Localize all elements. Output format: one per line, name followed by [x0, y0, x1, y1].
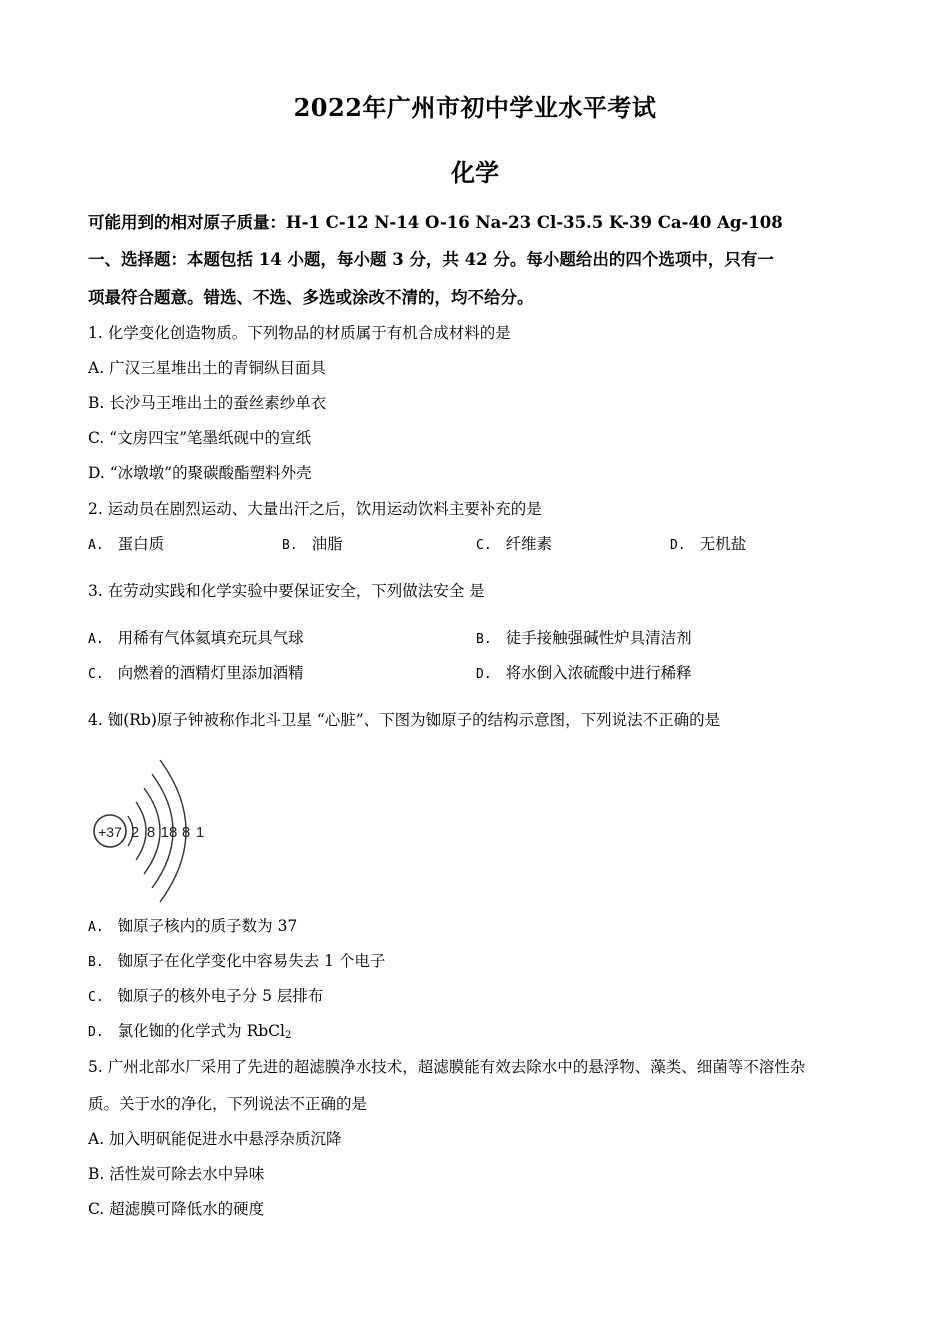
q1-option-a: A. 广汉三星堆出土的青铜纵目面具: [88, 359, 327, 377]
option-text: 用稀有气体氦填充玩具气球: [117, 629, 304, 647]
option-text: 徒手接触强碱性炉具清洁剂: [505, 629, 692, 647]
option-text: 铷原子核内的质子数为 37: [117, 917, 298, 935]
shell-electrons-1: 2: [130, 824, 140, 841]
q5-option-c: C. 超滤膜可降低水的硬度: [88, 1200, 265, 1218]
shell-electrons-2: 8: [146, 824, 156, 841]
shell-electrons-5: 1: [195, 824, 205, 841]
q2-option-a: [88, 532, 164, 554]
chemical-subscript: 2: [285, 1030, 292, 1041]
q4-option-b: [88, 949, 385, 971]
option-label: D.: [88, 1025, 104, 1040]
option-label: A.: [88, 632, 104, 647]
option-label: B.: [88, 955, 104, 970]
q2-stem: 2. 运动员在剧烈运动、大量出汗之后，饮用运动饮料主要补充的是: [88, 500, 542, 518]
option-text: 氯化铷的化学式为 RbCl: [117, 1022, 285, 1040]
option-text: 铷原子在化学变化中容易失去 1 个电子: [117, 952, 386, 970]
q3-option-c: [88, 661, 304, 683]
option-label: D.: [476, 667, 492, 682]
option-text: 无机盐: [699, 535, 747, 553]
q3-option-d: [476, 661, 692, 683]
atomic-mass-line: 可能用到的相对原子质量：H-1 C-12 N-14 O-16 Na-23 Cl-35.5 K-39 Ca-40 Ag-108: [88, 213, 783, 232]
option-text: 铷原子的核外电子分 5 层排布: [117, 987, 324, 1005]
option-text: 纤维素: [505, 535, 553, 553]
section-instructions-line1: 一、选择题：本题包括 14 小题，每小题 3 分，共 42 分。每小题给出的四个选项中，只有一: [88, 250, 774, 269]
option-label: B.: [476, 632, 492, 647]
q1-option-d: D. “冰墩墩”的聚碳酸酯塑料外壳: [88, 464, 312, 482]
shell-electrons-4: 8: [181, 824, 191, 841]
option-label: C.: [476, 538, 492, 553]
q3-stem: 3. 在劳动实践和化学实验中要保证安全，下列做法安全 是: [88, 582, 485, 600]
q5-option-b: B. 活性炭可除去水中异味: [88, 1165, 265, 1183]
option-text: 蛋白质: [117, 535, 165, 553]
rubidium-atom-structure-diagram: [86, 754, 226, 904]
option-text: 油脂: [311, 535, 343, 553]
shell-electrons-3: 18: [160, 824, 178, 841]
q2-option-c: [476, 532, 552, 554]
q4-option-c: [88, 984, 323, 1006]
q2-option-d: [670, 532, 746, 554]
q1-option-b: B. 长沙马王堆出土的蚕丝素纱单衣: [88, 394, 327, 412]
q4-option-a: [88, 914, 297, 936]
q3-option-b: [476, 626, 692, 648]
q4-stem: 4. 铷(Rb)原子钟被称作北斗卫星 “心脏”、下图为铷原子的结构示意图，下列说法不正确的是: [88, 711, 721, 729]
option-label: A.: [88, 538, 104, 553]
option-label: C.: [88, 667, 104, 682]
q5-stem-line2: 质。关于水的净化，下列说法不正确的是: [88, 1095, 368, 1113]
option-label: C.: [88, 990, 104, 1005]
option-label: D.: [670, 538, 686, 553]
option-label: B.: [282, 538, 298, 553]
option-label: A.: [88, 920, 104, 935]
nucleus-charge: +37: [98, 824, 122, 840]
q5-option-a: A. 加入明矾能促进水中悬浮杂质沉降: [88, 1130, 342, 1148]
option-text: 向燃着的酒精灯里添加酒精: [117, 664, 304, 682]
q1-option-c: C. “文房四宝”笔墨纸砚中的宣纸: [88, 429, 312, 447]
subject-title: 化学: [451, 158, 499, 187]
q2-option-b: [282, 532, 343, 554]
exam-title: 2022年广州市初中学业水平考试: [293, 93, 657, 122]
q5-stem-line1: 5. 广州北部水厂采用了先进的超滤膜净水技术，超滤膜能有效去除水中的悬浮物、藻类、细菌等不溶性杂: [88, 1058, 806, 1076]
q1-stem: 1. 化学变化创造物质。下列物品的材质属于有机合成材料的是: [88, 324, 511, 342]
section-instructions-line2: 项最符合题意。错选、不选、多选或涂改不清的，均不给分。: [88, 288, 534, 307]
option-text: 将水倒入浓硫酸中进行稀释: [505, 664, 692, 682]
q4-option-d: [88, 1019, 291, 1041]
q3-option-a: [88, 626, 304, 648]
